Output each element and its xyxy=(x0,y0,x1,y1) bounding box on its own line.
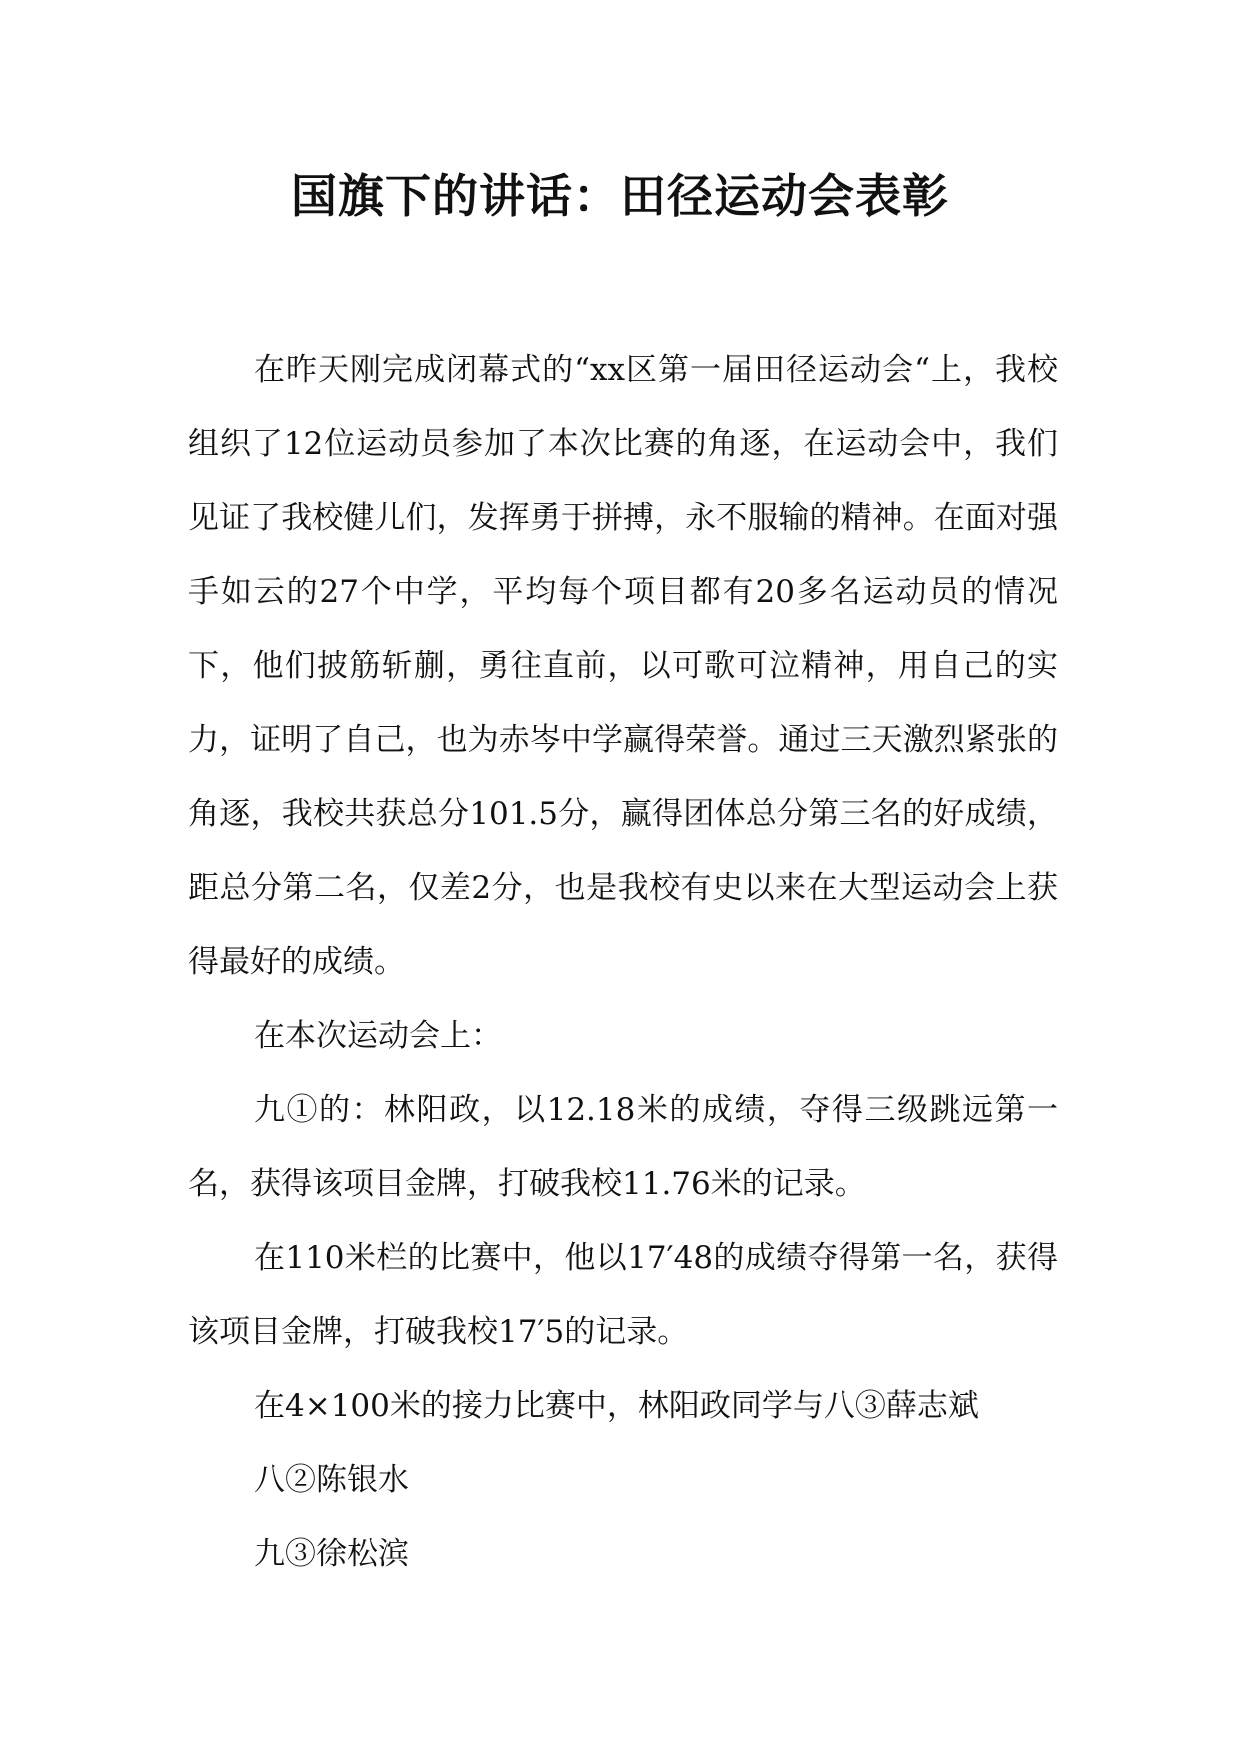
paragraph-event-intro: 在本次运动会上： xyxy=(254,1018,502,1054)
paragraph-intro: 在昨天刚完成闭幕式的“xx区第一届田径运动会“上，我校组织了12位运动员参加了本次比赛的角逐，在运动会中，我们见证了我校健儿们，发挥勇于拼搏，永不服输的精神。在面对强手如云的27个中学，平均每个项目都有20多名运动员的情况下，他们披筋斩蒯，勇往直前，以可歌可泣精神，用自己的实力，证明了自己，也为赤岑中学赢得荣誉。通过三天激烈紧张的角逐，我校共获总分101.5分，赢得团体总分第三名的好成绩，距总分第二名，仅差2分，也是我校有史以来在大型运动会上获得最好的成绩。 xyxy=(188,352,1058,980)
paragraph-relay-member-2: 九③徐松滨 xyxy=(254,1536,409,1572)
paragraph-relay: 在4×100米的接力比赛中，林阳政同学与八③薛志斌 xyxy=(254,1388,979,1424)
paragraph-hurdles: 在110米栏的比赛中，他以17′48的成绩夺得第一名，获得该项目金牌，打破我校17′5的记录。 xyxy=(188,1240,1058,1350)
document-body xyxy=(188,333,1058,1591)
paragraph-relay-member-1: 八②陈银水 xyxy=(254,1462,409,1498)
paragraph-triple-jump: 九①的：林阳政，以12.18米的成绩，夺得三级跳远第一名，获得该项目金牌，打破我校11.76米的记录。 xyxy=(188,1092,1058,1202)
document-title: 国旗下的讲话：田径运动会表彰 xyxy=(291,169,949,223)
